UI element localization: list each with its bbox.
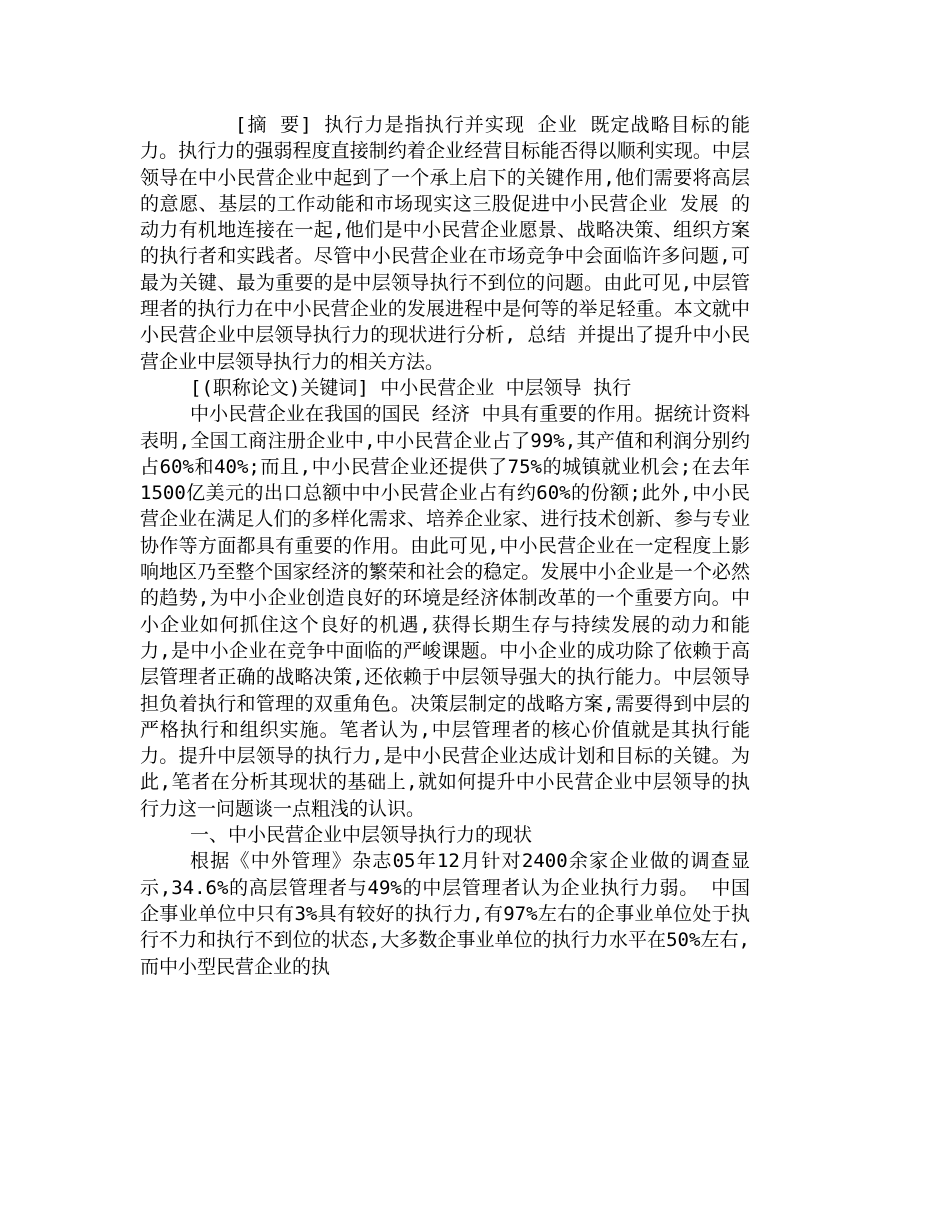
abstract-paragraph: [摘 要] 执行力是指执行并实现 企业 既定战略目标的能力。执行力的强弱程度直接制约着企业经营目标能否得以顺利实现。中层领导在中小民营企业中起到了一个承上启下的关键作用,他们需要将高层的意愿、基层的工作动能和市场现实这三股促进中小民营企业 发展 的动力有机地连接在一起,他们是中小民营企业愿景、战略决策、组织方案的执行者和实践者。尽管中小民营企业在市场竞争中会面临许多问题,可最为关键、最为重要的是中层领导执行不到位的问题。由此可见,中层管理者的执行力在中小民营企业的发展进程中是何等的举足轻重。本文就中小民营企业中层领导执行力的现状进行分析, 总结 并提出了提升中小民营企业中层领导执行力的相关方法。 (140, 114, 750, 373)
body-paragraph-1: 中小民营企业在我国的国民 经济 中具有重要的作用。据统计资料表明,全国工商注册企业中,中小民营企业占了99%,其产值和利润分别约占60%和40%;而且,中小民营企业还提供了75%的城镇就业机会;在去年1500亿美元的出口总额中中小民营企业占有约60%的份额;此外,中小民营企业在满足人们的多样化需求、培养企业家、进行技术创新、参与专业协作等方面都具有重要的作用。由此可见,中小民营企业在一定程度上影响地区乃至整个国家经济的繁荣和社会的稳定。发展中小企业是一个必然的趋势,为中小企业创造良好的环境是经济体制改革的一个重要方向。中小企业如何抓住这个良好的机遇,获得长期生存与持续发展的动力和能力,是中小企业在竞争中面临的严峻课题。中小企业的成功除了依赖于高层管理者正确的战略决策,还依赖于中层领导强大的执行能力。中层领导担负着执行和管理的双重角色。决策层制定的战略方案,需要得到中层的严格执行和组织实施。笔者认为,中层管理者的核心价值就是其执行能力。提升中层领导的执行力,是中小民营企业达成计划和目标的关键。为此,笔者在分析其现状的基础上,就如何提升中小民营企业中层领导的执行力这一问题谈一点粗浅的认识。 (140, 403, 750, 820)
document-body (140, 112, 750, 980)
body-paragraph-2: 根据《中外管理》杂志05年12月针对2400余家企业做的调查显示,34.6%的高层管理者与49%的中层管理者认为企业执行力弱。 中国 企事业单位中只有3%具有较好的执行力,有97%左右的企事业单位处于执行不力和执行不到位的状态,大多数企事业单位的执行力水平在50%左右,而中小型民营企业的执 (140, 850, 750, 978)
keywords-paragraph: [(职称论文)关键词] 中小民营企业 中层领导 执行 (190, 376, 632, 399)
section-heading-1: 一、中小民营企业中层领导执行力的现状 (190, 824, 533, 847)
